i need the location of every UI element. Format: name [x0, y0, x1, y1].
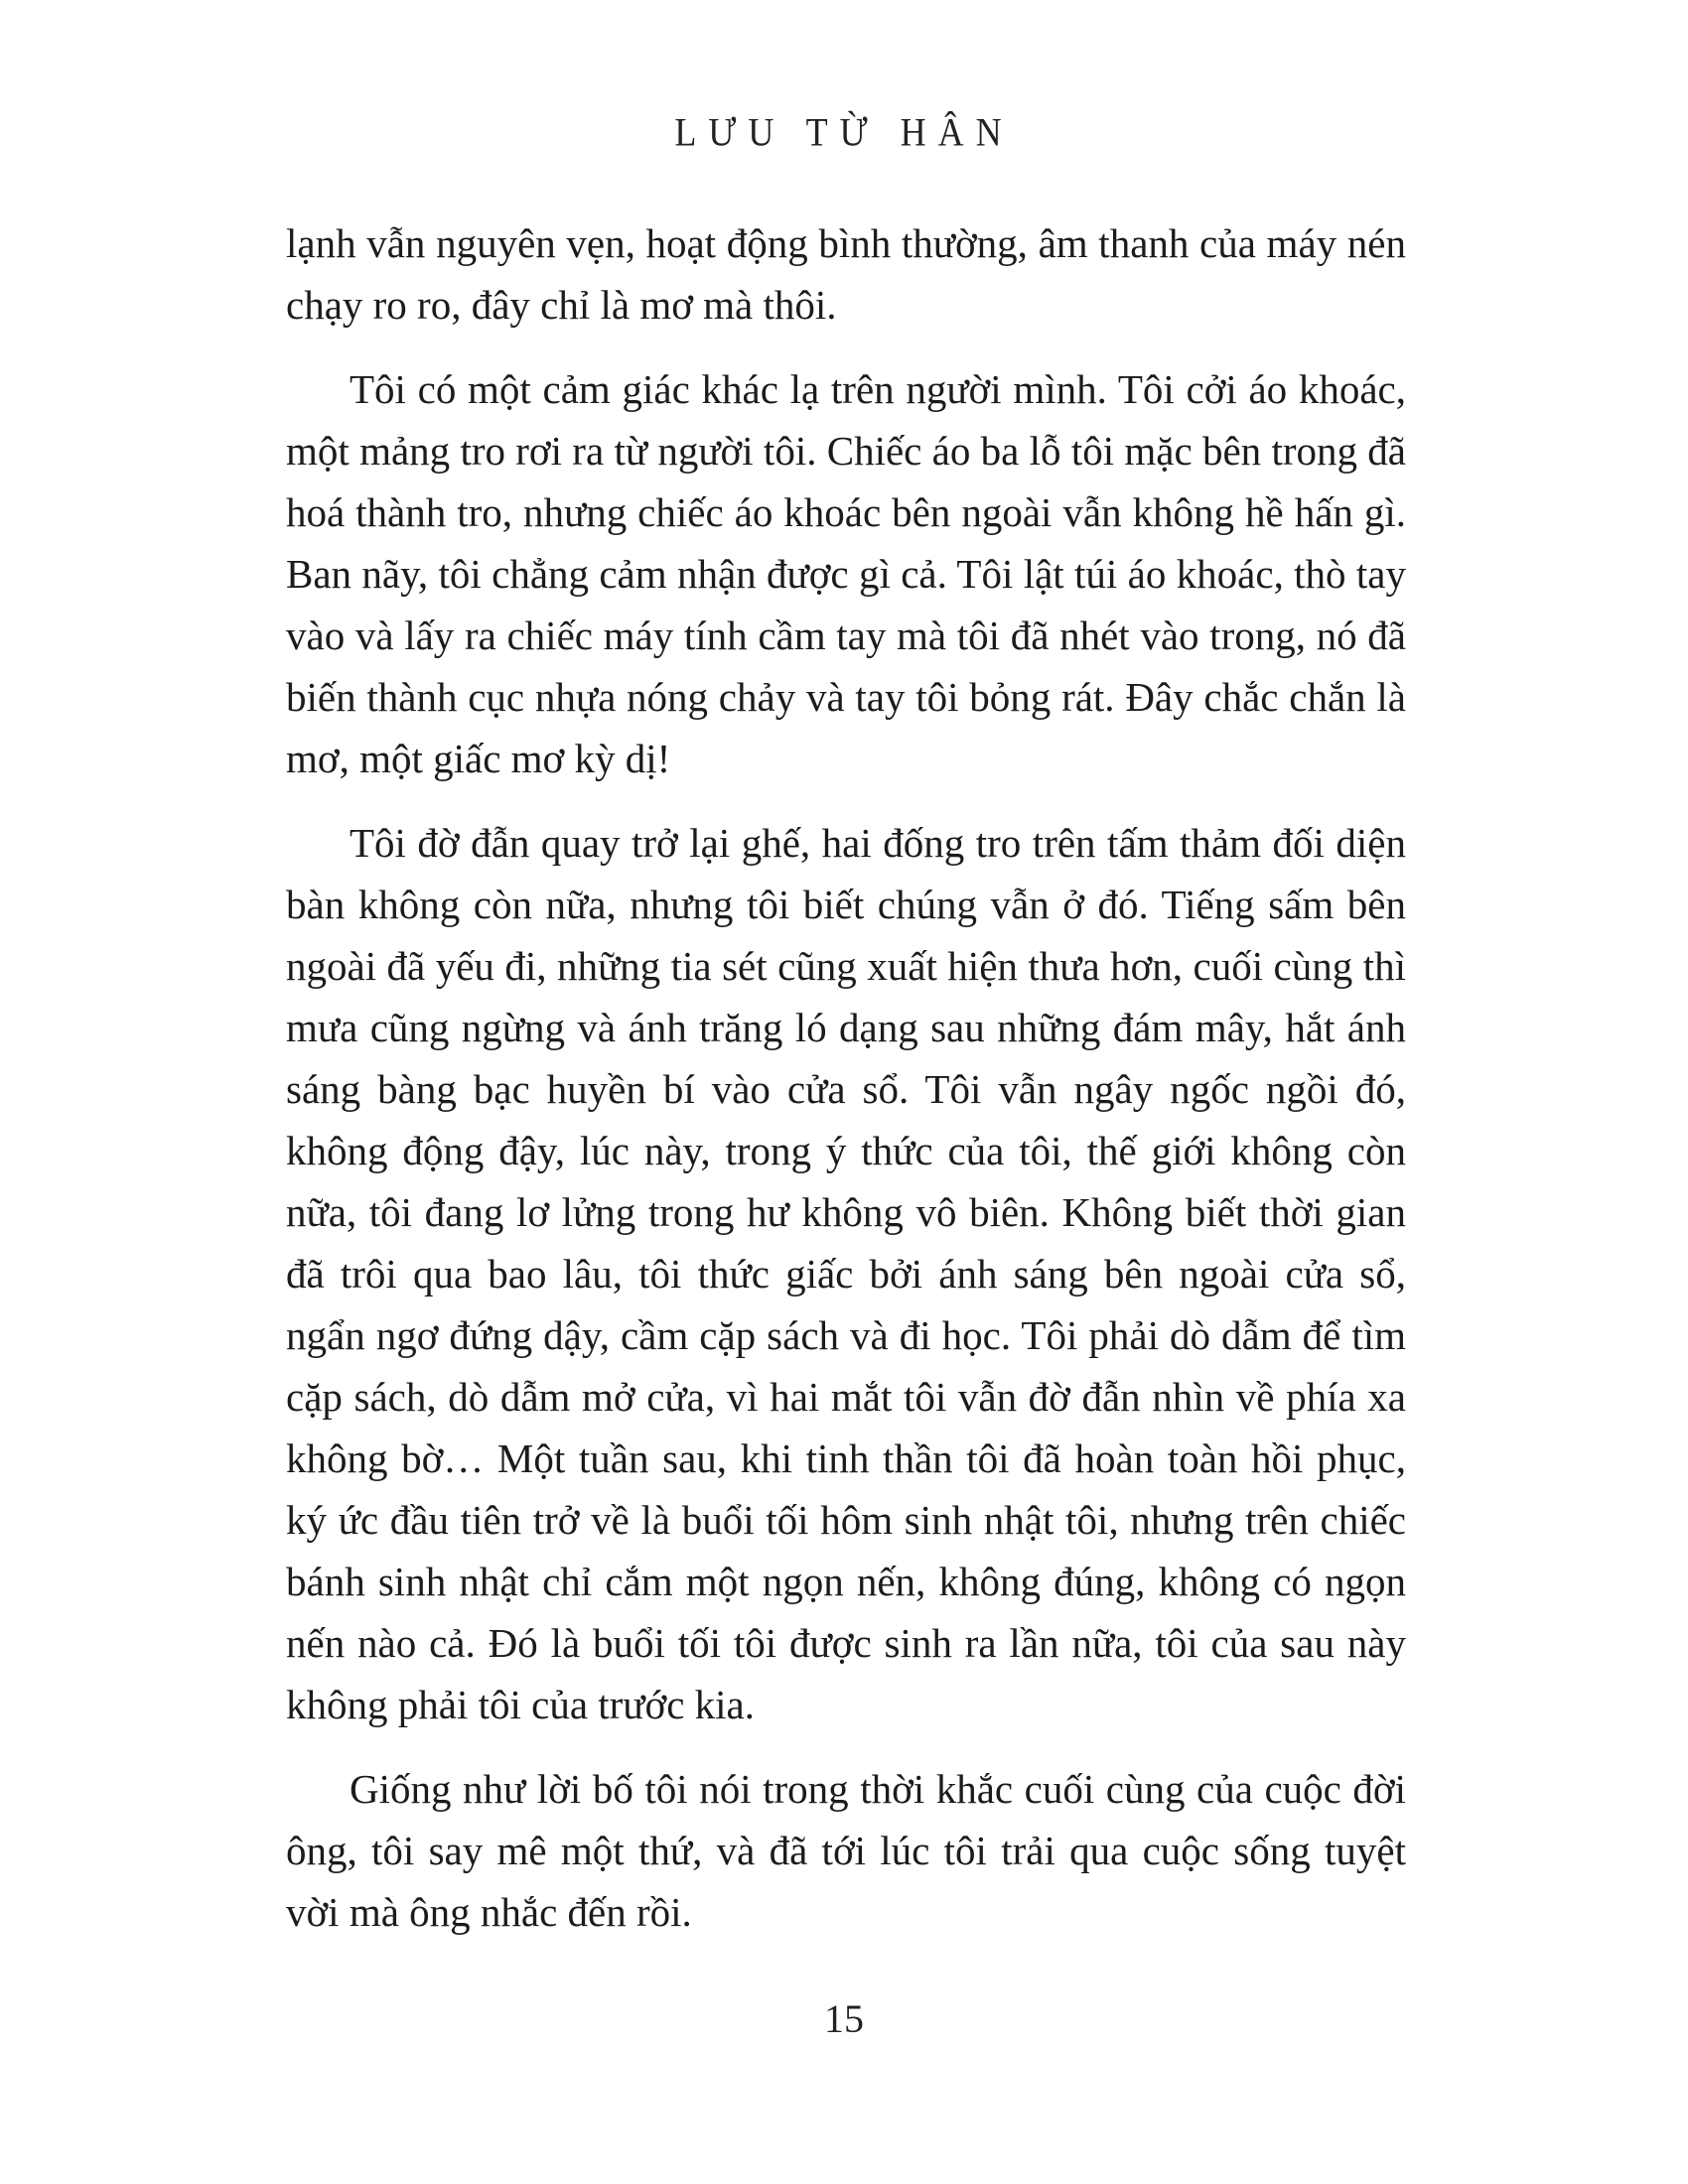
body-text: [286, 212, 1406, 1966]
running-head-author: LƯU TỪ HÂN: [674, 109, 1014, 155]
page-number: 15: [824, 1996, 864, 2041]
paragraph: Tôi đờ đẫn quay trở lại ghế, hai đống tro trên tấm thảm đối diện bàn không còn nữa, nhưng tôi biết chúng vẫn ở đó. Tiếng sấm bên ngoài đã yếu đi, những tia sét cũng xuất hiện thưa hơn, cuối cùng thì mưa cũng ngừng và ánh trăng ló dạng sau những đám mây, hắt ánh sáng bàng bạc huyền bí vào cửa sổ. Tôi vẫn ngây ngốc ngồi đó, không động đậy, lúc này, trong ý thức của tôi, thế giới không còn nữa, tôi đang lơ lửng trong hư không vô biên. Không biết thời gian đã trôi qua bao lâu, tôi thức giấc bởi ánh sáng bên ngoài cửa sổ, ngẩn ngơ đứng dậy, cầm cặp sách và đi học. Tôi phải dò dẫm để tìm cặp sách, dò dẫm mở cửa, vì hai mắt tôi vẫn đờ đẫn nhìn về phía xa không bờ… Một tuần sau, khi tinh thần tôi đã hoàn toàn hồi phục, ký ức đầu tiên trở về là buổi tối hôm sinh nhật tôi, nhưng trên chiếc bánh sinh nhật chỉ cắm một ngọn nến, không đúng, không có ngọn nến nào cả. Đó là buổi tối tôi được sinh ra lần nữa, tôi của sau này không phải tôi của trước kia.: [286, 820, 1406, 1727]
paragraph-continuation: lạnh vẫn nguyên vẹn, hoạt động bình thường, âm thanh của máy nén chạy ro ro, đây chỉ là mơ mà thôi.: [286, 220, 1406, 328]
paragraph: Tôi có một cảm giác khác lạ trên người mình. Tôi cởi áo khoác, một mảng tro rơi ra từ người tôi. Chiếc áo ba lỗ tôi mặc bên trong đã hoá thành tro, nhưng chiếc áo khoác bên ngoài vẫn không hề hấn gì. Ban nãy, tôi chẳng cảm nhận được gì cả. Tôi lật túi áo khoác, thò tay vào và lấy ra chiếc máy tính cầm tay mà tôi đã nhét vào trong, nó đã biến thành cục nhựa nóng chảy và tay tôi bỏng rát. Đây chắc chắn là mơ, một giấc mơ kỳ dị!: [286, 366, 1406, 781]
paragraph: Giống như lời bố tôi nói trong thời khắc cuối cùng của cuộc đời ông, tôi say mê một thứ, và đã tới lúc tôi trải qua cuộc sống tuyệt vời mà ông nhắc đến rồi.: [286, 1766, 1406, 1935]
